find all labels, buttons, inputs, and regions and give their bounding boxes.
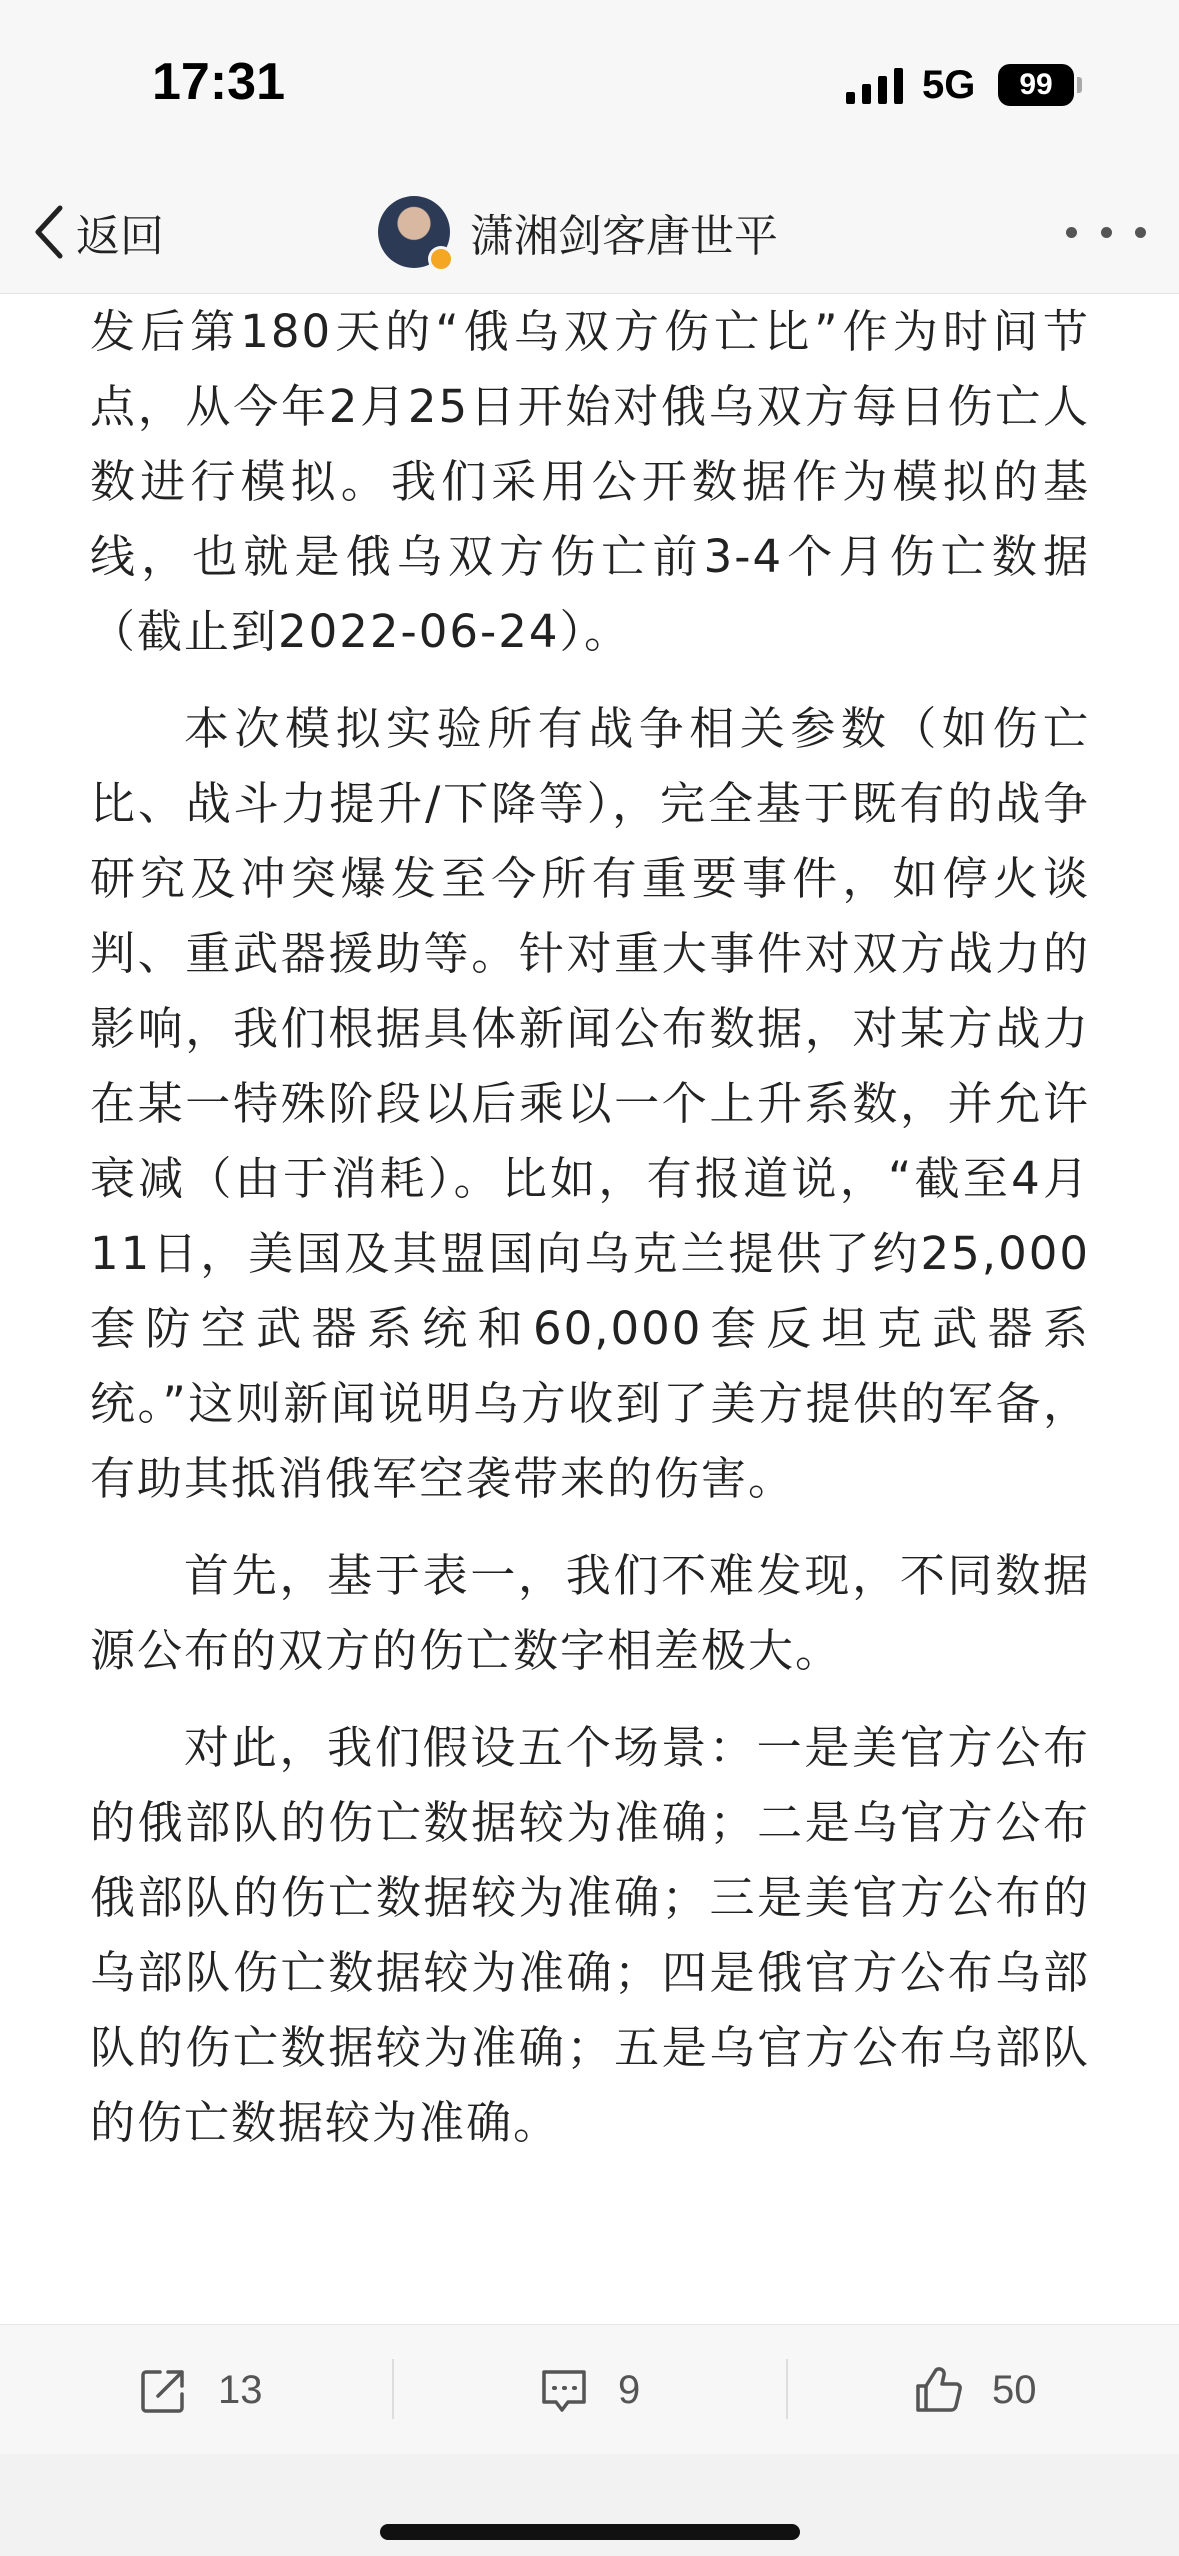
back-button[interactable] bbox=[30, 192, 164, 272]
verified-badge-icon bbox=[428, 246, 454, 272]
share-icon bbox=[138, 2364, 190, 2416]
comment-icon bbox=[538, 2364, 590, 2416]
more-dot-icon bbox=[1066, 227, 1077, 238]
author-name[interactable]: 潇湘剑客唐世平 bbox=[470, 211, 778, 262]
thumbs-up-icon bbox=[912, 2364, 964, 2416]
article-paragraph: 对此，我们假设五个场景：一是美官方公布的俄部队的伤亡数据较为准确；二是乌官方公布俄部队的伤亡数据较为准确；三是美官方公布的乌部队伤亡数据较为准确；四是俄官方公布乌部队的伤亡数据较为准确；五是乌官方公布乌部队的伤亡数据较为准确。 bbox=[90, 1721, 1090, 2149]
more-dot-icon bbox=[1135, 227, 1146, 238]
share-button[interactable] bbox=[138, 2325, 263, 2455]
comment-count: 9 bbox=[618, 2367, 641, 2412]
like-count: 50 bbox=[992, 2367, 1037, 2412]
home-area bbox=[0, 2454, 1179, 2556]
action-divider bbox=[786, 2359, 788, 2419]
like-button[interactable] bbox=[912, 2325, 1037, 2455]
nav-bar bbox=[0, 170, 1179, 294]
comment-button[interactable] bbox=[538, 2325, 640, 2455]
home-indicator[interactable] bbox=[380, 2524, 800, 2540]
avatar[interactable] bbox=[378, 196, 450, 268]
chevron-left-icon bbox=[30, 202, 70, 262]
signal-icon bbox=[846, 68, 904, 104]
article-paragraph: 本次模拟实验所有战争相关参数（如伤亡比、战斗力提升/下降等），完全基于既有的战争研究及冲突爆发至今所有重要事件，如停火谈判、重武器援助等。针对重大事件对双方战力的影响，我们根据具体新闻公布数据，对某方战力在某一特殊阶段以后乘以一个上升系数，并允许衰减（由于消耗）。比如，有报道说，“截至4月11日，美国及其盟国向乌克兰提供了约25,000套防空武器系统和60,000套反坦克武器系统。”这则新闻说明乌方收到了美方提供的军备，有助其抵消俄军空袭带来的伤害。 bbox=[90, 702, 1090, 1505]
status-time: 17:31 bbox=[152, 53, 285, 111]
network-label: 5G bbox=[922, 63, 976, 107]
share-count: 13 bbox=[218, 2367, 263, 2412]
author-header[interactable] bbox=[378, 190, 778, 274]
back-label: 返回 bbox=[76, 211, 164, 262]
article-paragraph: 首先，基于表一，我们不难发现，不同数据源公布的双方的伤亡数字相差极大。 bbox=[90, 1549, 1090, 1677]
action-divider bbox=[392, 2359, 394, 2419]
article-body bbox=[90, 294, 1090, 2324]
article-paragraph: 发后第180天的“俄乌双方伤亡比”作为时间节点，从今年2月25日开始对俄乌双方每日伤亡人数进行模拟。我们采用公开数据作为模拟的基线，也就是俄乌双方伤亡前3-4个月伤亡数据（截止到2022-06-24）。 bbox=[90, 305, 1090, 658]
battery-icon: 99 bbox=[998, 64, 1074, 106]
battery-tip bbox=[1077, 77, 1082, 93]
more-options-button[interactable] bbox=[1066, 190, 1146, 274]
action-bar bbox=[0, 2324, 1179, 2454]
status-bar bbox=[0, 0, 1179, 170]
more-dot-icon bbox=[1101, 227, 1112, 238]
